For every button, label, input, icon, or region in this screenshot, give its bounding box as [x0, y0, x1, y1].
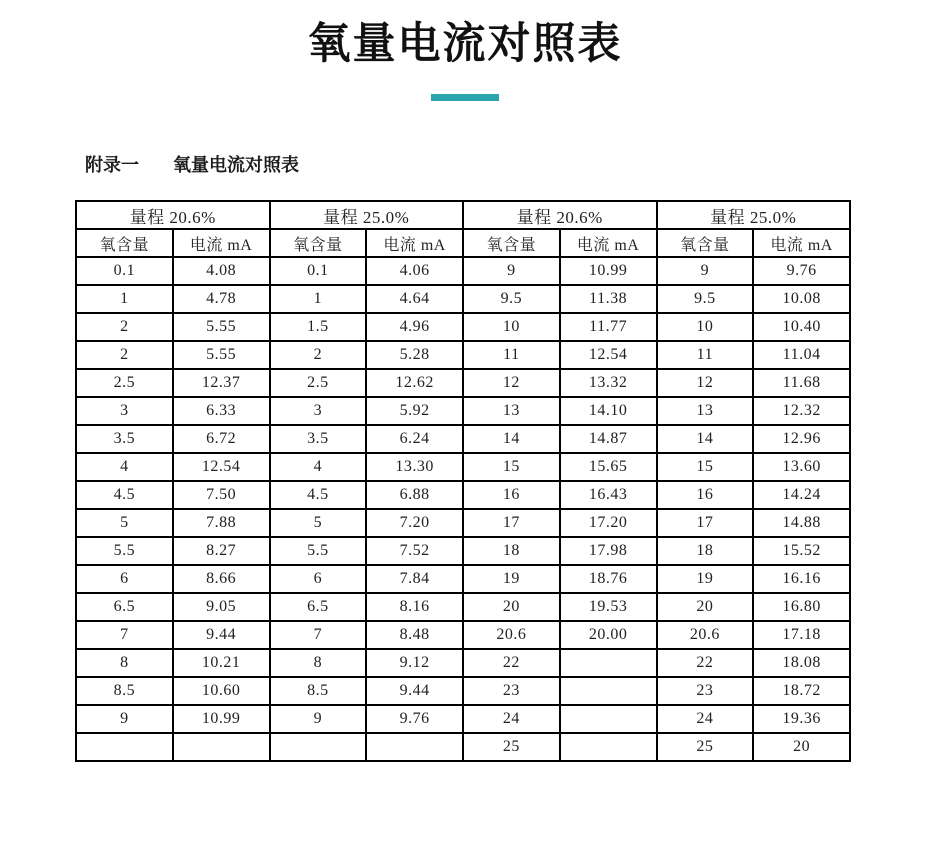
table-row: [76, 425, 850, 453]
current-cell: 8.48: [366, 621, 463, 649]
current-cell: 14.87: [560, 425, 657, 453]
oxygen-cell: 9: [463, 257, 560, 285]
current-cell: 10.40: [753, 313, 850, 341]
current-cell: 10.21: [173, 649, 270, 677]
current-cell: 6.24: [366, 425, 463, 453]
oxygen-cell: 6: [270, 565, 367, 593]
table-row: [76, 257, 850, 285]
oxygen-cell: 12: [463, 369, 560, 397]
oxygen-cell: 22: [463, 649, 560, 677]
oxygen-cell: 4.5: [270, 481, 367, 509]
current-cell: 5.55: [173, 313, 270, 341]
oxygen-cell: 0.1: [76, 257, 173, 285]
current-cell: 11.38: [560, 285, 657, 313]
oxygen-cell: 11: [657, 341, 754, 369]
current-cell: 4.08: [173, 257, 270, 285]
oxygen-cell: 10: [657, 313, 754, 341]
current-cell: 16.80: [753, 593, 850, 621]
group-header-row: [76, 201, 850, 229]
current-cell: 17.20: [560, 509, 657, 537]
current-cell: 8.16: [366, 593, 463, 621]
table-row: [76, 341, 850, 369]
oxygen-cell: 20: [463, 593, 560, 621]
current-cell: 10.60: [173, 677, 270, 705]
oxygen-cell: 4: [76, 453, 173, 481]
current-cell: 16.43: [560, 481, 657, 509]
oxygen-cell: 11: [463, 341, 560, 369]
current-cell: 14.24: [753, 481, 850, 509]
current-cell: [366, 733, 463, 761]
current-cell: 14.10: [560, 397, 657, 425]
current-cell: 10.99: [173, 705, 270, 733]
oxygen-cell: 24: [463, 705, 560, 733]
oxygen-cell: 25: [657, 733, 754, 761]
current-cell: 12.32: [753, 397, 850, 425]
current-cell: 7.88: [173, 509, 270, 537]
group-header-range-2: 量程 25.0%: [270, 201, 464, 229]
current-cell: 11.04: [753, 341, 850, 369]
current-cell: 7.84: [366, 565, 463, 593]
oxygen-cell: 15: [657, 453, 754, 481]
oxygen-cell: [270, 733, 367, 761]
oxygen-cell: 20.6: [463, 621, 560, 649]
current-cell: 18.76: [560, 565, 657, 593]
oxygen-cell: 17: [463, 509, 560, 537]
oxygen-cell: 4: [270, 453, 367, 481]
table-body: [76, 257, 850, 761]
current-cell: 19.53: [560, 593, 657, 621]
oxygen-cell: 0.1: [270, 257, 367, 285]
oxygen-cell: 12: [657, 369, 754, 397]
current-cell: 5.92: [366, 397, 463, 425]
table-row: [76, 621, 850, 649]
current-cell: 5.28: [366, 341, 463, 369]
oxygen-cell: 19: [463, 565, 560, 593]
oxygen-cell: 5.5: [270, 537, 367, 565]
table-row: [76, 397, 850, 425]
current-cell: 9.12: [366, 649, 463, 677]
oxygen-cell: 2: [270, 341, 367, 369]
table-row: [76, 565, 850, 593]
column-header-current: 电流 mA: [753, 229, 850, 257]
column-header-oxygen: 氧含量: [76, 229, 173, 257]
section-heading: [85, 151, 930, 177]
current-cell: 10.08: [753, 285, 850, 313]
oxygen-cell: 13: [463, 397, 560, 425]
oxygen-cell: 8.5: [270, 677, 367, 705]
current-cell: 6.72: [173, 425, 270, 453]
current-cell: 20.00: [560, 621, 657, 649]
table-row: [76, 593, 850, 621]
current-cell: 7.20: [366, 509, 463, 537]
oxygen-cell: 8.5: [76, 677, 173, 705]
oxygen-cell: 18: [463, 537, 560, 565]
oxygen-cell: 8: [270, 649, 367, 677]
oxygen-cell: 7: [270, 621, 367, 649]
oxygen-cell: 16: [657, 481, 754, 509]
oxygen-cell: 19: [657, 565, 754, 593]
current-cell: 4.64: [366, 285, 463, 313]
current-cell: 12.54: [173, 453, 270, 481]
current-cell: 18.72: [753, 677, 850, 705]
table-row: [76, 733, 850, 761]
oxygen-cell: 22: [657, 649, 754, 677]
oxygen-cell: 4.5: [76, 481, 173, 509]
oxygen-cell: 2.5: [270, 369, 367, 397]
oxygen-cell: 8: [76, 649, 173, 677]
current-cell: 9.76: [753, 257, 850, 285]
oxygen-cell: 20.6: [657, 621, 754, 649]
current-cell: 15.52: [753, 537, 850, 565]
oxygen-cell: 23: [463, 677, 560, 705]
current-cell: 9.05: [173, 593, 270, 621]
current-cell: 19.36: [753, 705, 850, 733]
table-row: [76, 313, 850, 341]
oxygen-cell: 23: [657, 677, 754, 705]
group-header-range-3: 量程 20.6%: [463, 201, 657, 229]
page-title: 氧量电流对照表: [307, 20, 623, 68]
current-cell: 12.37: [173, 369, 270, 397]
section-title: 氧量电流对照表: [173, 155, 299, 175]
column-header-current: 电流 mA: [173, 229, 270, 257]
current-cell: 9.44: [366, 677, 463, 705]
oxygen-cell: 6: [76, 565, 173, 593]
oxygen-cell: 20: [657, 593, 754, 621]
column-header-current: 电流 mA: [366, 229, 463, 257]
oxygen-cell: 3: [76, 397, 173, 425]
column-header-oxygen: 氧含量: [270, 229, 367, 257]
oxygen-cell: 3.5: [76, 425, 173, 453]
table-row: [76, 285, 850, 313]
current-cell: 11.77: [560, 313, 657, 341]
table-row: [76, 481, 850, 509]
title-divider: [431, 94, 499, 101]
current-cell: [560, 705, 657, 733]
current-cell: [560, 649, 657, 677]
oxygen-cell: 1: [270, 285, 367, 313]
table-row: [76, 369, 850, 397]
current-cell: 5.55: [173, 341, 270, 369]
current-cell: 7.52: [366, 537, 463, 565]
oxygen-cell: 6.5: [76, 593, 173, 621]
current-cell: 6.88: [366, 481, 463, 509]
oxygen-cell: 6.5: [270, 593, 367, 621]
oxygen-cell: 16: [463, 481, 560, 509]
group-header-range-4: 量程 25.0%: [657, 201, 851, 229]
current-cell: 14.88: [753, 509, 850, 537]
current-cell: [560, 677, 657, 705]
oxygen-cell: 14: [463, 425, 560, 453]
current-cell: 13.60: [753, 453, 850, 481]
current-cell: 9.44: [173, 621, 270, 649]
column-header-oxygen: 氧含量: [463, 229, 560, 257]
appendix-label: 附录一: [85, 155, 139, 175]
table-row: [76, 453, 850, 481]
oxygen-cell: 7: [76, 621, 173, 649]
current-cell: 8.27: [173, 537, 270, 565]
current-cell: 10.99: [560, 257, 657, 285]
current-cell: 11.68: [753, 369, 850, 397]
oxygen-cell: 2: [76, 341, 173, 369]
oxygen-cell: 9: [76, 705, 173, 733]
table-row: [76, 677, 850, 705]
current-cell: 4.06: [366, 257, 463, 285]
oxygen-cell: 1: [76, 285, 173, 313]
current-cell: 20: [753, 733, 850, 761]
table-row: [76, 537, 850, 565]
current-cell: 13.30: [366, 453, 463, 481]
current-cell: 18.08: [753, 649, 850, 677]
group-header-range-1: 量程 20.6%: [76, 201, 270, 229]
oxygen-cell: 17: [657, 509, 754, 537]
oxygen-cell: 5.5: [76, 537, 173, 565]
table-row: [76, 509, 850, 537]
column-header-oxygen: 氧含量: [657, 229, 754, 257]
current-cell: 6.33: [173, 397, 270, 425]
oxygen-cell: 25: [463, 733, 560, 761]
oxygen-cell: 24: [657, 705, 754, 733]
current-cell: 12.54: [560, 341, 657, 369]
current-cell: 16.16: [753, 565, 850, 593]
current-cell: 4.96: [366, 313, 463, 341]
current-cell: 17.98: [560, 537, 657, 565]
oxygen-cell: 3.5: [270, 425, 367, 453]
current-cell: [560, 733, 657, 761]
oxygen-cell: [76, 733, 173, 761]
oxygen-cell: 2: [76, 313, 173, 341]
comparison-table: [75, 200, 851, 762]
current-cell: 9.76: [366, 705, 463, 733]
oxygen-cell: 13: [657, 397, 754, 425]
current-cell: 17.18: [753, 621, 850, 649]
column-header-row: [76, 229, 850, 257]
oxygen-cell: 9.5: [657, 285, 754, 313]
oxygen-cell: 5: [270, 509, 367, 537]
current-cell: 4.78: [173, 285, 270, 313]
column-header-current: 电流 mA: [560, 229, 657, 257]
current-cell: 13.32: [560, 369, 657, 397]
current-cell: 12.62: [366, 369, 463, 397]
current-cell: 7.50: [173, 481, 270, 509]
oxygen-cell: 14: [657, 425, 754, 453]
current-cell: 15.65: [560, 453, 657, 481]
oxygen-cell: 1.5: [270, 313, 367, 341]
oxygen-cell: 2.5: [76, 369, 173, 397]
oxygen-cell: 9: [657, 257, 754, 285]
oxygen-cell: 10: [463, 313, 560, 341]
oxygen-cell: 3: [270, 397, 367, 425]
oxygen-cell: 9.5: [463, 285, 560, 313]
oxygen-cell: 9: [270, 705, 367, 733]
oxygen-cell: 5: [76, 509, 173, 537]
current-cell: 12.96: [753, 425, 850, 453]
oxygen-cell: 15: [463, 453, 560, 481]
current-cell: 8.66: [173, 565, 270, 593]
current-cell: [173, 733, 270, 761]
table-row: [76, 649, 850, 677]
oxygen-cell: 18: [657, 537, 754, 565]
table-row: [76, 705, 850, 733]
